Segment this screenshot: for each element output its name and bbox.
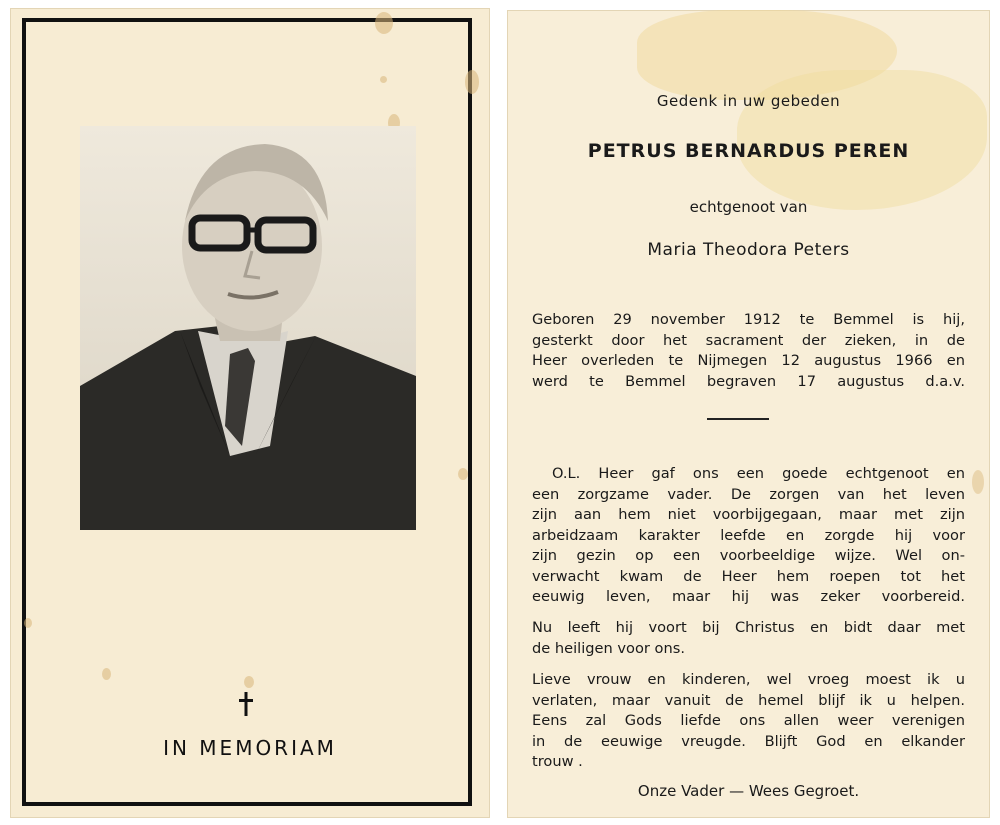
text-line: Lieve vrouw en kinderen, wel vroeg moest ik u bbox=[532, 671, 965, 688]
text-line: een zorgzame vader. De zorgen van het leven bbox=[532, 485, 965, 503]
text-line: verlaten, maar vanuit de hemel blijf ik u helpen. bbox=[532, 691, 965, 709]
stain bbox=[24, 618, 32, 628]
closing-prayer: Onze Vader — Wees Gegroet. bbox=[637, 782, 860, 800]
stain bbox=[380, 76, 387, 83]
stain bbox=[375, 12, 393, 34]
text-line: werd te Bemmel begraven 17 augustus d.a.v. bbox=[532, 372, 965, 390]
stain bbox=[102, 668, 111, 680]
stain bbox=[972, 470, 984, 494]
text-line: Eens zal Gods liefde ons allen weer verenigen bbox=[532, 712, 965, 729]
divider-line bbox=[707, 418, 769, 420]
text-line: Geboren 29 november 1912 te Bemmel is hij, bbox=[532, 311, 965, 328]
text-line: eeuwig leven, maar hij was zeker voorbereid. bbox=[532, 588, 965, 605]
stain bbox=[244, 676, 254, 688]
stain bbox=[465, 70, 479, 94]
farewell-paragraph bbox=[532, 670, 965, 773]
text-line: arbeidzaam karakter leefde en zorgde hij voor bbox=[532, 526, 965, 544]
text-line: zijn aan hem niet voorbijgegaan, maar met zijn bbox=[532, 506, 965, 523]
spouse-label: echtgenoot van bbox=[689, 198, 808, 216]
cross-icon bbox=[236, 690, 256, 718]
remember-in-prayers: Gedenk in uw gebeden bbox=[656, 92, 841, 110]
text-line: Heer overleden te Nijmegen 12 augustus 1966 en bbox=[532, 352, 965, 369]
text-line: verwacht kwam de Heer hem roepen tot het bbox=[532, 567, 965, 585]
in-memoriam-heading: IN MEMORIAM bbox=[163, 736, 337, 760]
faith-paragraph bbox=[532, 618, 965, 659]
memorial-card-back bbox=[507, 10, 990, 818]
text-line: trouw . bbox=[532, 753, 583, 770]
text-line: O.L. Heer gaf ons een goede echtgenoot en bbox=[552, 465, 965, 482]
spouse-name: Maria Theodora Peters bbox=[647, 240, 850, 260]
stain bbox=[458, 468, 468, 480]
memorial-card-front bbox=[10, 8, 490, 818]
biography-paragraph bbox=[532, 310, 965, 392]
deceased-name: PETRUS BERNARDUS PEREN bbox=[587, 140, 910, 162]
text-line: in de eeuwige vreugde. Blijft God en elkander bbox=[532, 732, 965, 750]
portrait-photo bbox=[80, 126, 416, 530]
text-line: zijn gezin op een voorbeeldige wijze. Wel on- bbox=[532, 547, 965, 564]
text-line: de heiligen voor ons. bbox=[532, 639, 685, 657]
text-line: Nu leeft hij voort bij Christus en bidt daar met bbox=[532, 619, 965, 636]
tribute-paragraph bbox=[532, 464, 965, 608]
text-line: gesterkt door het sacrament der zieken, in de bbox=[532, 331, 965, 349]
